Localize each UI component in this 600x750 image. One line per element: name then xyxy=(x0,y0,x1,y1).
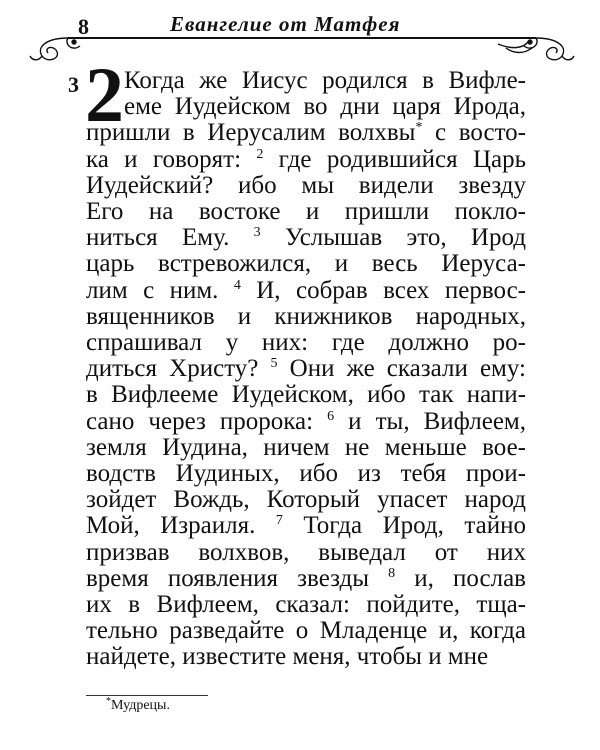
line-text: зойдет Вождь, Который упасет народ xyxy=(86,486,526,514)
text-line xyxy=(86,461,526,487)
text-line xyxy=(86,382,526,408)
running-head: Евангелие от Матфея xyxy=(170,12,401,36)
line-text: найдете, известите меня, чтобы и мне xyxy=(86,643,489,671)
line-text: И, собрав всех первос- xyxy=(240,276,526,304)
drop-cap: 2 xyxy=(85,51,124,138)
line-text: пришли в Иерусалим волхвы xyxy=(86,119,416,147)
line-text: еме Иудейском во дни царя Ирода, xyxy=(124,93,526,121)
footnote-divider xyxy=(86,695,208,696)
text-line xyxy=(86,356,526,382)
line-text: где родившийся Царь xyxy=(263,145,526,173)
text-line xyxy=(86,173,526,199)
line-text: Мой, Израиля. xyxy=(86,512,276,540)
text-line xyxy=(86,147,526,173)
text-line xyxy=(86,330,526,356)
text-line xyxy=(86,120,526,146)
text-line xyxy=(86,304,526,330)
text-line xyxy=(86,278,526,304)
text-line xyxy=(86,199,526,225)
text-line xyxy=(86,618,526,644)
text-line xyxy=(86,225,526,251)
line-text: ка и говорят: xyxy=(86,145,257,173)
line-text: вященников и книжников народных, xyxy=(86,302,526,330)
verse-number: * xyxy=(415,120,423,136)
line-text: диться Христу? xyxy=(86,355,271,383)
line-text: Они же сказали ему: xyxy=(277,355,526,383)
verse-number: 7 xyxy=(275,513,283,529)
verse-number: 6 xyxy=(327,408,335,424)
line-text: и, послав xyxy=(395,564,526,592)
footnote-marker: * xyxy=(106,696,111,707)
line-text: сано через пророка: xyxy=(86,407,328,435)
line-text: в Вифлееме Иудейском, ибо так напи- xyxy=(86,381,526,409)
footnote xyxy=(106,698,170,714)
verse-number: 4 xyxy=(233,277,241,293)
line-text: их в Вифлеем, сказал: пойдите, тща- xyxy=(86,591,526,619)
footnote-text: Мудрецы. xyxy=(111,698,170,713)
line-text: Услышав это, Ирод xyxy=(260,224,526,252)
line-text: Когда же Иисус родился в Вифле- xyxy=(124,67,526,94)
scripture-text xyxy=(86,68,526,671)
verse-number: 3 xyxy=(253,225,261,241)
text-line xyxy=(86,435,526,461)
text-line xyxy=(86,644,526,670)
text-line xyxy=(86,566,526,592)
text-line xyxy=(86,409,526,435)
left-flourish-icon xyxy=(30,38,80,60)
line-text: земля Иудина, ничем не меньше вое- xyxy=(86,433,526,461)
line-text: Тогда Ирод, тайно xyxy=(282,512,526,540)
right-flourish-icon xyxy=(498,38,574,60)
line-text: ниться Ему. xyxy=(86,224,254,252)
text-line xyxy=(86,487,526,513)
text-line xyxy=(86,540,526,566)
text-line xyxy=(86,94,526,120)
verse-number: 2 xyxy=(256,146,264,162)
line-text: царь встревожился, и весь Иеруса- xyxy=(86,250,526,278)
line-text: призвав волхвов, выведал от них xyxy=(86,538,526,566)
line-text: Иудейский? ибо мы видели звезду xyxy=(86,171,526,199)
line-text: и ты, Вифлеем, xyxy=(334,407,526,435)
line-text: лим с ним. xyxy=(86,276,234,304)
text-line xyxy=(86,68,526,94)
text-line xyxy=(86,592,526,618)
line-text: водств Иудиных, ибо из тебя прои- xyxy=(86,460,526,488)
line-text: с восто- xyxy=(422,119,526,147)
chapter-number-label: 3 xyxy=(68,72,79,97)
line-text: тельно разведайте о Младенце и, когда xyxy=(86,617,526,645)
line-text: время появления звезды xyxy=(86,564,389,592)
text-line xyxy=(86,251,526,277)
line-text: Его на востоке и пришли покло- xyxy=(86,198,526,226)
verse-number: 5 xyxy=(270,356,278,372)
line-text: спрашивал у них: где должно ро- xyxy=(86,329,526,357)
verse-number: 8 xyxy=(388,565,396,581)
page-number: 8 xyxy=(78,14,89,39)
text-line xyxy=(86,513,526,539)
